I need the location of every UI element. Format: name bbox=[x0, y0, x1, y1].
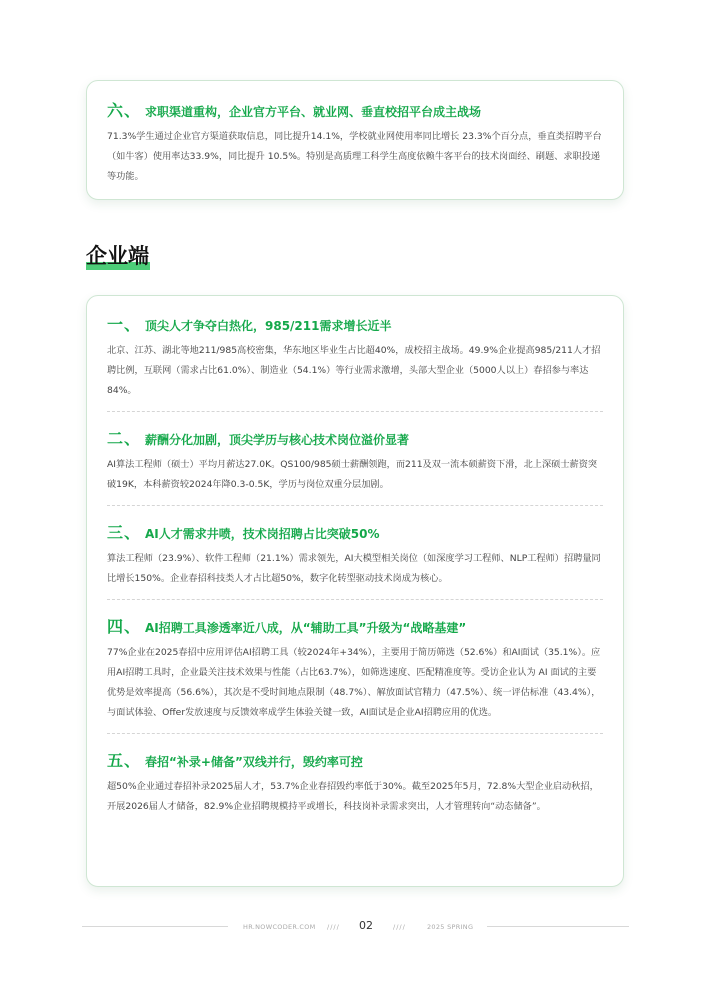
section-title: 企业端 bbox=[86, 244, 149, 268]
item-heading bbox=[107, 312, 603, 335]
item-5 bbox=[107, 748, 603, 817]
item-1 bbox=[107, 312, 603, 401]
divider bbox=[107, 733, 603, 734]
item-3 bbox=[107, 520, 603, 589]
item-4 bbox=[107, 614, 603, 723]
divider bbox=[107, 411, 603, 412]
item-body: 77%企业在2025春招中应用评估AI招聘工具（较2024年+34%），主要用于简历筛选（52.6%）和AI面试（35.1%）。应用AI招聘工具时，企业最关注技术效果与性能（占比63.7%），如筛选速度、匹配精准度等。受访企业认为 AI 面试的主要优势是效率提高（56.6%），其次是不受时间地点限制（48.7%）、解放面试官精力（47.5%）、统一评估标准（43.4%），与面试体验、Offer发放速度与反馈效率成学生体验关键一致，AI面试是企业AI招聘应用的优选。 bbox=[107, 647, 601, 718]
channel-card bbox=[86, 80, 624, 200]
footer-rule-right bbox=[487, 926, 629, 927]
item-number: 六、 bbox=[107, 101, 142, 120]
footer-rule-left bbox=[82, 926, 228, 927]
item-heading bbox=[107, 426, 603, 449]
item-heading bbox=[107, 614, 603, 637]
item-body: 算法工程师（23.9%）、软件工程师（21.1%）需求领先，AI大模型相关岗位（如深度学习工程师、NLP工程师）招聘量同比增长150%。企业春招科技类人才占比超50%，数字化转型驱动技术岗成为核心。 bbox=[107, 553, 601, 584]
item-number: 三、 bbox=[107, 523, 142, 542]
item-number: 二、 bbox=[107, 429, 142, 448]
item-title: AI招聘工具渗透率近八成，从“辅助工具”升级为“战略基建” bbox=[145, 621, 467, 635]
page-footer bbox=[0, 918, 711, 938]
item-number: 一、 bbox=[107, 315, 142, 334]
item-body: 71.3%学生通过企业官方渠道获取信息，同比提升14.1%，学校就业网使用率同比增长 23.3%个百分点，垂直类招聘平台（如牛客）使用率达33.9%，同比提升 10.5%。特别是高质理工科学生高度依赖牛客平台的技术岗面经、刷题、求职投递等功能。 bbox=[107, 131, 602, 182]
item-body: AI算法工程师（硕士）平均月薪达27.0K。QS100/985硕士薪酬领跑，而211及双一流本硕薪资下滑，北上深硕士薪资突破19K，本科薪资较2024年降0.3-0.5K，学历与岗位双重分层加剧。 bbox=[107, 459, 598, 490]
footer-season: 2025 SPRING bbox=[427, 923, 474, 931]
item-number: 五、 bbox=[107, 751, 142, 770]
footer-site: HR.NOWCODER.COM bbox=[243, 923, 316, 931]
item-heading bbox=[107, 98, 603, 121]
item-title: 春招“补录+储备”双线并行，毁约率可控 bbox=[145, 755, 363, 769]
item-body: 超50%企业通过春招补录2025届人才，53.7%企业春招毁约率低于30%。截至2025年5月，72.8%大型企业启动秋招，开展2026届人才储备，82.9%企业招聘规模持平或增长，科技岗补录需求突出，人才管理转向“动态储备”。 bbox=[107, 781, 599, 812]
item-2 bbox=[107, 426, 603, 495]
item-title: 薪酬分化加剧，顶尖学历与核心技术岗位溢价显著 bbox=[145, 433, 410, 447]
item-heading bbox=[107, 748, 603, 771]
page-number: 02 bbox=[359, 919, 373, 932]
item-title: 顶尖人才争夺白热化，985/211需求增长近半 bbox=[145, 319, 392, 333]
divider bbox=[107, 599, 603, 600]
divider bbox=[107, 505, 603, 506]
item-title: 求职渠道重构，企业官方平台、就业网、垂直校招平台成主战场 bbox=[145, 105, 482, 119]
item-title: AI人才需求井喷，技术岗招聘占比突破50% bbox=[145, 527, 380, 541]
item-heading bbox=[107, 520, 603, 543]
item-number: 四、 bbox=[107, 617, 142, 636]
footer-slashes-right: //// bbox=[393, 923, 406, 931]
footer-slashes-left: //// bbox=[327, 923, 340, 931]
enterprise-card bbox=[86, 295, 624, 887]
item-body: 北京、江苏、湖北等地211/985高校密集，华东地区毕业生占比超40%，成校招主战场。49.9%企业提高985/211人才招聘比例，互联网（需求占比61.0%）、制造业（54.1%）等行业需求激增，头部大型企业（5000人以上）春招参与率达84%。 bbox=[107, 345, 601, 396]
